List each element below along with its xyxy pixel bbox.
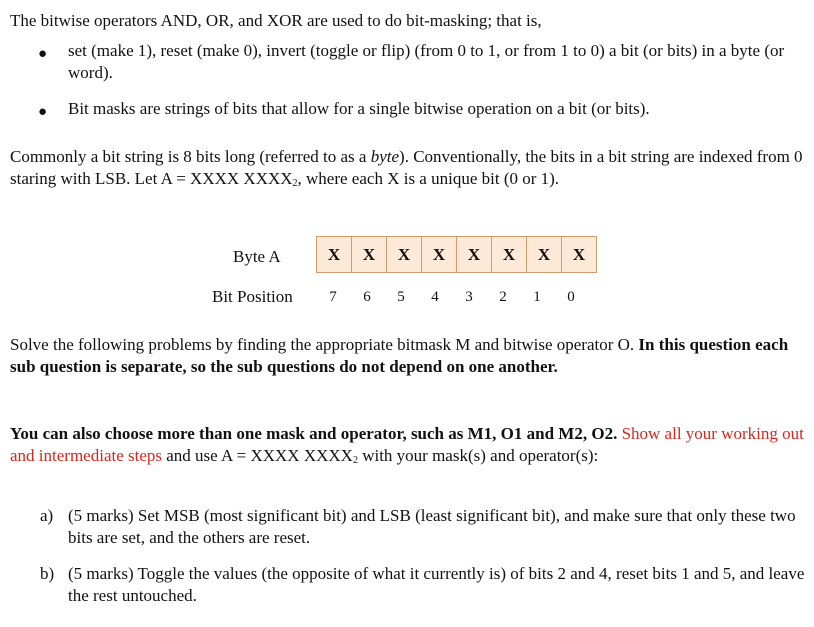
bit-position-index: 6 (363, 289, 371, 305)
byte-a-label: Byte A (233, 247, 281, 266)
bit-cell: X (527, 237, 562, 273)
byte-a-table (316, 236, 597, 273)
bullet-dot: ● (38, 46, 48, 62)
bit-position-index: 1 (533, 289, 541, 305)
bit-position-index: 7 (329, 289, 337, 305)
question-b-label: b) (40, 564, 55, 583)
bit-cell: X (492, 237, 527, 273)
instructions-paragraph: Solve the following problems by finding the appropriate bitmask M and bitwise operator O. In this question each sub question is separate, so the sub questions do not depend on one another. (10, 335, 789, 376)
bit-position-index: 0 (567, 289, 575, 305)
byte-definition-paragraph: Commonly a bit string is 8 bits long (referred to as a byte). Conventionally, the bits in a bit string are indexed from 0 staring with LSB. Let A = XXXX $XXXX_2$, where each X is a unique bit (0 or 1). (10, 147, 803, 189)
bullet-item-1: set (make 1), reset (make 0), invert (toggle or flip) (from 0 to 1, or from 1 to 0) a bit (or bits) in a byte (or word). (68, 41, 785, 82)
intro-text: The bitwise operators AND, OR, and XOR are used to do bit-masking; that is, (10, 11, 542, 30)
bit-position-index: 3 (465, 289, 473, 305)
bit-cell: X (422, 237, 457, 273)
bullet-dot: ● (38, 104, 48, 120)
bit-cell: X (562, 237, 597, 273)
bit-cell: X (352, 237, 387, 273)
question-a-text: (5 marks) Set MSB (most significant bit) and LSB (least significant bit), and make sure that only these two bits are set, and the others are reset. (68, 506, 796, 547)
bit-position-label: Bit Position (212, 287, 293, 306)
bit-position-index: 4 (431, 289, 439, 305)
bit-cell: X (317, 237, 352, 273)
question-a-label: a) (40, 506, 54, 525)
bit-cell: X (387, 237, 422, 273)
bit-position-index: 2 (499, 289, 507, 305)
bit-position-index: 5 (397, 289, 405, 305)
question-b-text: (5 marks) Toggle the values (the opposite of what it currently is) of bits 2 and 4, reset bits 1 and 5, and leave the rest untouched. (68, 564, 805, 605)
bit-position-row (316, 286, 588, 308)
bit-cell: X (457, 237, 492, 273)
working-out-paragraph: You can also choose more than one mask and operator, such as M1, O1 and M2, O2. Show all your working out and intermediate steps and use A = XXXX $XXXX_2$ with your mask(s) and operator(s): (10, 424, 804, 466)
bullet-item-2: Bit masks are strings of bits that allow for a single bitwise operation on a bit (or bits). (68, 99, 650, 118)
